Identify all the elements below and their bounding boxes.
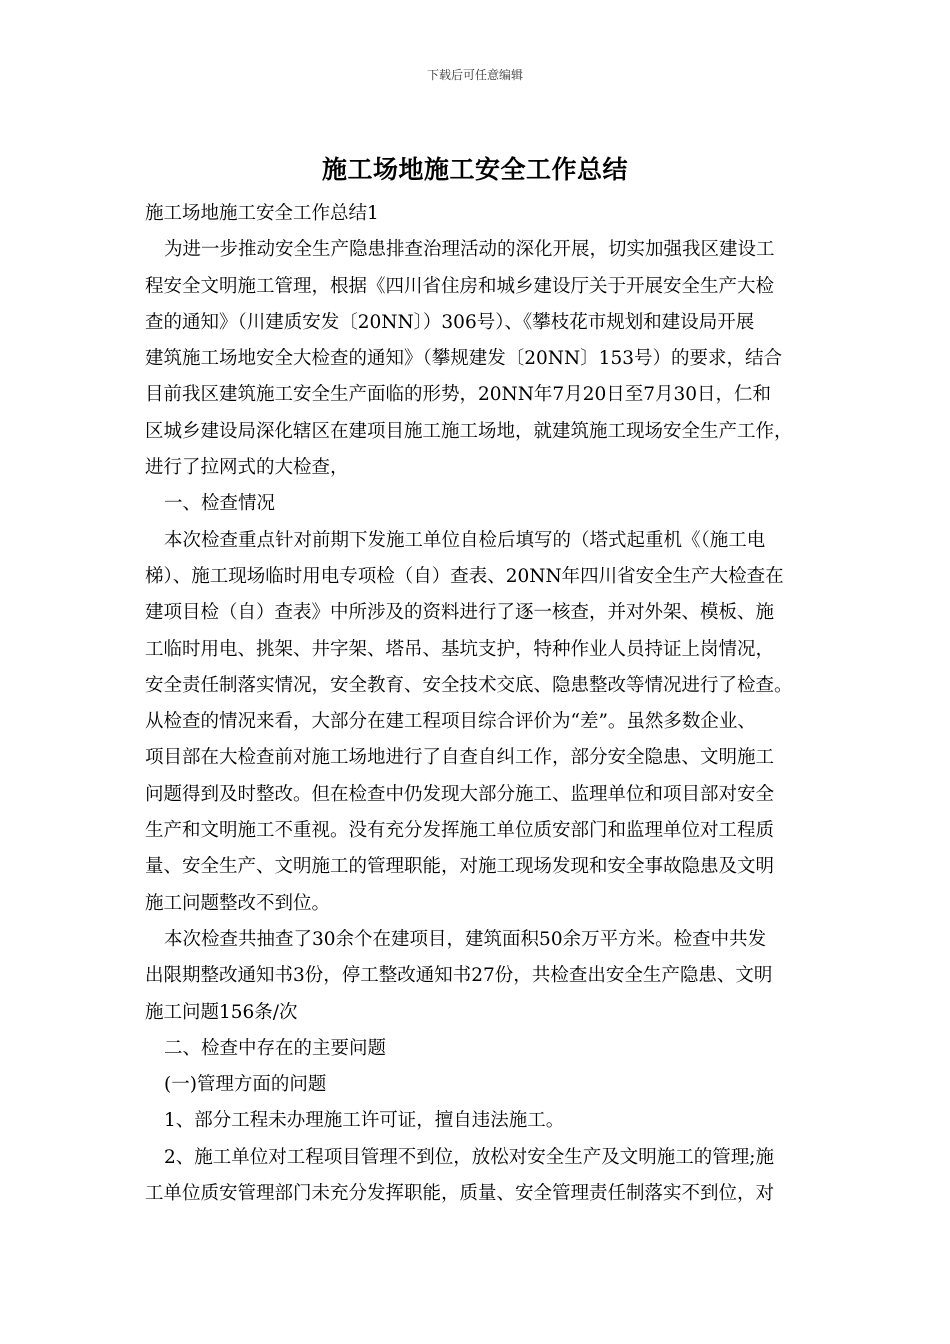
paragraph-line: 本次检查共抽查了30余个在建项目，建筑面积50余万平方米。检查中共发 [164, 928, 767, 950]
paragraph-line: (一)管理方面的问题 [164, 1074, 327, 1096]
paragraph-line: 程安全文明施工管理，根据《四川省住房和城乡建设厅关于开展安全生产大检 [145, 275, 775, 297]
paragraph-line: 项目部在大检查前对施工场地进行了自查自纠工作，部分安全隐患、文明施工 [145, 747, 775, 769]
paragraph-line: 本次检查重点针对前期下发施工单位自检后填写的（塔式起重机《（施工电 [164, 529, 766, 551]
paragraph-line: 建项目检（自）查表》中所涉及的资料进行了逐一核查，并对外架、模板、施 [145, 602, 775, 624]
paragraph-line: 出限期整改通知书3份，停工整改通知书27份，共检查出安全生产隐患、文明 [145, 965, 773, 987]
header-note: 下载后可任意编辑 [426, 68, 523, 82]
paragraph-line: 施工问题156条/次 [145, 1001, 298, 1023]
paragraph-line: 量、安全生产、文明施工的管理职能，对施工现场发现和安全事故隐患及文明 [145, 856, 775, 878]
paragraph-line: 二、检查中存在的主要问题 [164, 1037, 387, 1059]
paragraph-line: 施工问题整改不到位。 [145, 892, 331, 914]
paragraph-line: 1、部分工程未办理施工许可证，擅自违法施工。 [164, 1110, 565, 1132]
paragraph-line: 问题得到及时整改。但在检查中仍发现大部分施工、监理单位和项目部对安全 [145, 783, 775, 805]
paragraph-line: 施工场地施工安全工作总结1 [145, 203, 379, 224]
paragraph-line: 为进一步推动安全生产隐患排查治理活动的深化开展，切实加强我区建设工 [164, 239, 775, 261]
paragraph-line: 2、施工单位对工程项目管理不到位，放松对安全生产及文明施工的管理;施 [164, 1146, 775, 1168]
paragraph-line: 从检查的情况来看，大部分在建工程项目综合评价为“差”。虽然多数企业、 [145, 711, 756, 733]
paragraph-line: 进行了拉网式的大检查， [145, 457, 349, 479]
paragraph-line: 安全责任制落实情况，安全教育、安全技术交底、隐患整改等情况进行了检查。 [145, 674, 793, 696]
paragraph-line: 目前我区建筑施工安全生产面临的形势，20NN年7月20日至7月30日，仁和 [145, 384, 772, 406]
paragraph-line: 查的通知》（川建质安发〔20NN〕）306号）、《攀枝花市规划和建设局开展 [145, 311, 755, 333]
paragraph-line: 区城乡建设局深化辖区在建项目施工施工场地，就建筑施工现场安全生产工作， [145, 420, 793, 442]
paragraph-line: 工单位质安管理部门未充分发挥职能，质量、安全管理责任制落实不到位，对 [145, 1183, 775, 1205]
document-title: 施工场地施工安全工作总结 [321, 155, 628, 184]
paragraph-line: 梯）、施工现场临时用电专项检（自）查表、20NN年四川省安全生产大检查在 [145, 565, 784, 587]
paragraph-line: 生产和文明施工不重视。没有充分发挥施工单位质安部门和监理单位对工程质 [145, 820, 775, 842]
paragraph-line: 工临时用电、挑架、井字架、塔吊、基坑支护，特种作业人员持证上岗情况， [145, 638, 775, 660]
document-body [145, 196, 810, 1212]
paragraph-line: 一、检查情况 [164, 493, 276, 515]
paragraph-line: 建筑施工场地安全大检查的通知》（攀规建发〔20NN〕153号）的要求，结合 [145, 348, 782, 370]
